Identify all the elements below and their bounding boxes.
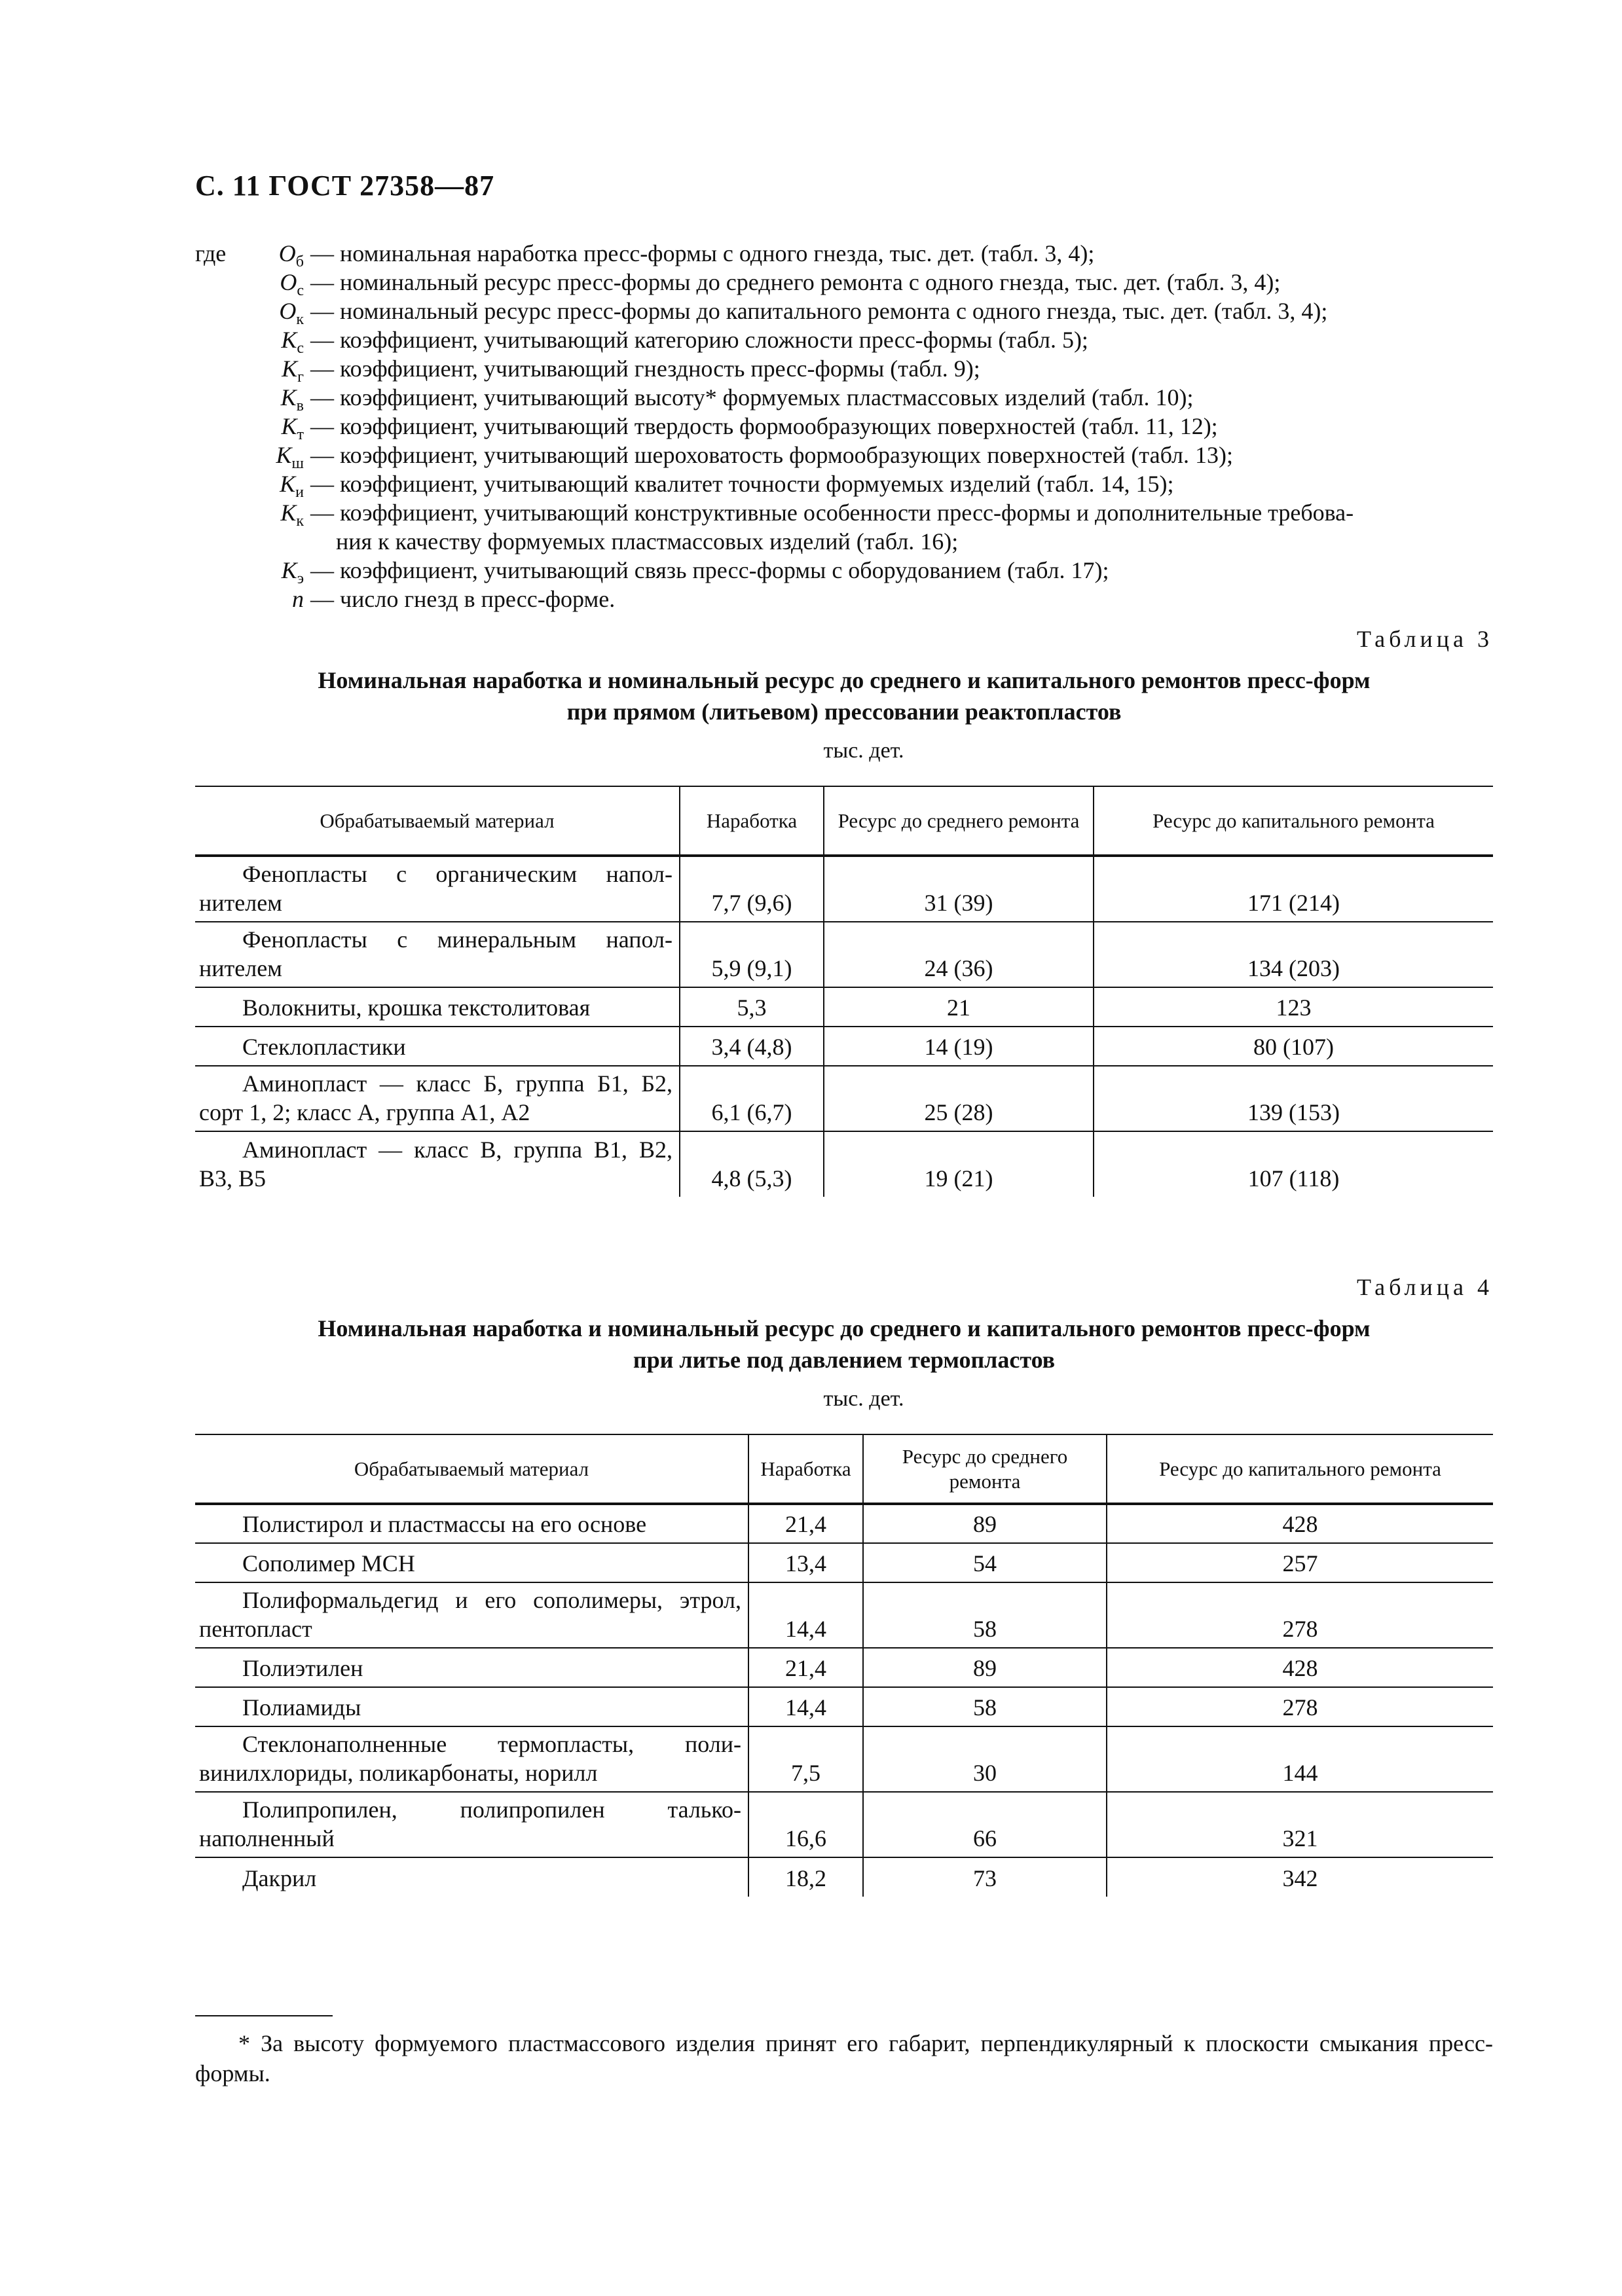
material-name: Дакрил [242,1865,317,1891]
definition-symbol-letter: О [279,298,297,324]
table4-cell-narabotka: 16,6 [748,1792,863,1857]
table3-label: Таблица 3 [1357,626,1493,652]
table3-header-kapitalniy: Ресурс до капитального ремонта [1094,786,1493,856]
table-row [195,1027,1493,1066]
definition-row [195,556,1524,588]
definition-symbol-subscript: э [297,570,304,588]
table4-title-line1: Номинальная наработка и номинальный ресурс до среднего и капитального ремонтов пресс-форм [318,1315,1371,1341]
definition-lead: где [195,240,227,266]
table4-cell-sredniy: 58 [863,1582,1107,1648]
table3-header-narabotka: Наработка [680,786,824,856]
table4-header-kapitalniy: Ресурс до капитального ремонта [1107,1434,1493,1504]
table4-cell-material [195,1582,748,1648]
table4-cell-material [195,1543,748,1582]
table3-cell-kapitalniy: 134 (203) [1094,922,1493,987]
definition-row [195,469,1524,501]
definition-text: — коэффициент, учитывающий конструктивные особенности пресс-формы и дополнительные требова- [310,500,1354,526]
table4-cell-narabotka: 18,2 [748,1857,863,1897]
table4-cell-sredniy: 73 [863,1857,1107,1897]
material-name: Полиэтилен [242,1655,363,1681]
material-name: Полиамиды [242,1694,361,1721]
definition-row [195,498,1524,530]
table4-cell-material [195,1504,748,1543]
table-row [195,987,1493,1027]
table4-cell-kapitalniy: 428 [1107,1504,1493,1543]
material-name: Полипропилен, полипропилен талько- наполненный [199,1796,741,1851]
material-name: Аминопласт — класс В, группа В1, В2, В3, В5 [199,1137,673,1192]
definition-row [195,354,1524,386]
table-row [195,1543,1493,1582]
table4-cell-sredniy: 54 [863,1543,1107,1582]
material-name: Волокниты, крошка текстолитовая [242,994,591,1021]
table4-cell-material [195,1792,748,1857]
definition-symbol-subscript: г [297,369,304,386]
footnote [195,2028,1493,2088]
table3-cell-sredniy: 21 [824,987,1094,1027]
table4-cell-kapitalniy: 321 [1107,1792,1493,1857]
definition-row [195,585,1524,613]
definition-symbol-subscript: к [296,513,304,530]
material-name: Стеклонаполненные термопласты, поли- винилхлориды, поликарбонаты, норилл [199,1731,741,1786]
definition-symbol-letter: О [280,269,297,295]
definition-symbol-letter: K [280,500,297,526]
table3-cell-material [195,1131,680,1197]
table4-cell-narabotka: 14,4 [748,1687,863,1726]
table3-cell-narabotka: 5,3 [680,987,824,1027]
definition-text: — число гнезд в пресс-форме. [310,586,616,612]
table4-cell-narabotka: 13,4 [748,1543,863,1582]
table3-cell-kapitalniy: 139 (153) [1094,1066,1493,1131]
material-name: Аминопласт — класс Б, группа Б1, Б2, сорт 1, 2; класс А, группа А1, А2 [199,1070,673,1125]
table-row [195,922,1493,987]
definition-symbol-letter: K [282,355,298,382]
table4-cell-sredniy: 66 [863,1792,1107,1857]
table3-cell-sredniy: 14 (19) [824,1027,1094,1066]
definition-text: — коэффициент, учитывающий категорию сложности пресс-формы (табл. 5); [310,327,1088,353]
table3-units: тыс. дет. [823,738,904,763]
definition-symbol-subscript: к [296,311,304,329]
definition-symbol [292,585,304,613]
definition-row [195,239,1524,271]
table-row [195,1687,1493,1726]
table-row [195,1648,1493,1687]
definition-row [195,325,1524,357]
table4-cell-narabotka: 14,4 [748,1582,863,1648]
table4-units: тыс. дет. [823,1387,904,1411]
definition-text: — коэффициент, учитывающий высоту* формуемых пластмассовых изделий (табл. 10); [310,384,1194,410]
table3-cell-sredniy: 24 (36) [824,922,1094,987]
table4 [195,1434,1493,1897]
definition-row [195,297,1524,329]
material-name: Сополимер МСН [242,1550,415,1576]
table3-cell-narabotka: 7,7 (9,6) [680,856,824,922]
table3-cell-narabotka: 5,9 (9,1) [680,922,824,987]
table3-cell-sredniy: 19 (21) [824,1131,1094,1197]
definition-symbol-letter: K [281,413,297,439]
definition-symbol-letter: K [281,557,297,583]
definition-symbol-subscript: б [295,253,304,271]
definition-symbol-subscript: и [295,484,304,501]
material-name: Полиформальдегид и его сополимеры, этрол, пентопласт [199,1587,741,1642]
table3-cell-narabotka: 3,4 (4,8) [680,1027,824,1066]
definition-text: — коэффициент, учитывающий твердость формообразующих поверхностей (табл. 11, 12); [310,413,1218,439]
table4-cell-kapitalniy: 428 [1107,1648,1493,1687]
material-name: Полистирол и пластмассы на его основе [242,1511,647,1537]
definition-text: — коэффициент, учитывающий квалитет точности формуемых изделий (табл. 14, 15); [310,471,1174,497]
definition-symbol-letter: О [278,240,296,266]
material-name: Фенопласты с минеральным напол- нителем [199,926,673,981]
material-name: Фенопласты с органическим напол- нителем [199,861,673,916]
table-row [195,856,1493,922]
table-row [195,1792,1493,1857]
table3-title-line2: при прямом (литьевом) прессовании реактопластов [566,699,1122,725]
definition-symbol-subscript: ш [291,455,304,473]
table3-cell-kapitalniy: 171 (214) [1094,856,1493,922]
definition-text: — номинальный ресурс пресс-формы до капитального ремонта с одного гнезда, тыс. дет. (табл. 3, 4); [310,298,1328,324]
table4-cell-kapitalniy: 144 [1107,1726,1493,1792]
definition-row [195,383,1524,415]
definition-symbol-subscript: т [297,426,304,444]
definition-text: — коэффициент, учитывающий связь пресс-формы с оборудованием (табл. 17); [310,557,1109,583]
definition-symbol-letter: n [292,586,304,612]
definition-text: ния к качеству формуемых пластмассовых изделий (табл. 16); [336,528,959,555]
table4-cell-sredniy: 30 [863,1726,1107,1792]
definition-text: — номинальная наработка пресс-формы с одного гнезда, тыс. дет. (табл. 3, 4); [310,240,1095,266]
definitions-list [195,239,1524,613]
table3-header-material: Обрабатываемый материал [195,786,680,856]
table4-cell-sredniy: 89 [863,1504,1107,1543]
definition-symbol-letter: K [276,442,292,468]
table3-cell-narabotka: 4,8 (5,3) [680,1131,824,1197]
table4-cell-material [195,1648,748,1687]
table-row [195,1504,1493,1543]
table-row [195,1131,1493,1197]
table4-cell-material [195,1687,748,1726]
table4-cell-kapitalniy: 278 [1107,1687,1493,1726]
table4-cell-kapitalniy: 257 [1107,1543,1493,1582]
table3-title [195,665,1493,727]
definition-text: — коэффициент, учитывающий гнездность пресс-формы (табл. 9); [310,355,980,382]
table4-header-material: Обрабатываемый материал [195,1434,748,1504]
definition-symbol-letter: K [280,471,296,497]
table4-cell-material [195,1726,748,1792]
definition-row [195,412,1524,444]
table4-cell-narabotka: 7,5 [748,1726,863,1792]
table4-cell-kapitalniy: 342 [1107,1857,1493,1897]
definition-symbol-subscript: с [297,340,304,357]
table4-label: Таблица 4 [1357,1274,1493,1300]
table-row [195,1857,1493,1897]
material-name: Стеклопластики [242,1034,406,1060]
table3-cell-material [195,987,680,1027]
table3-cell-sredniy: 25 (28) [824,1066,1094,1131]
definition-row [195,527,1524,556]
definition-symbol-subscript: в [296,397,304,415]
definition-symbol-letter: K [281,327,297,353]
table-row [195,1582,1493,1648]
table4-title-line2: при литье под давлением термопластов [633,1347,1056,1373]
definition-text: — номинальный ресурс пресс-формы до среднего ремонта с одного гнезда, тыс. дет. (табл. 3, 4); [310,269,1281,295]
table-row [195,1066,1493,1131]
definition-symbol-letter: K [280,384,297,410]
table3-cell-sredniy: 31 (39) [824,856,1094,922]
page-header: С. 11 ГОСТ 27358—87 [195,170,495,202]
table3-cell-material [195,922,680,987]
table4-cell-material [195,1857,748,1897]
table3-cell-material [195,1066,680,1131]
table4-cell-sredniy: 89 [863,1648,1107,1687]
table3-cell-material [195,856,680,922]
table4-header-narabotka: Наработка [748,1434,863,1504]
table4-title [195,1313,1493,1376]
table3-cell-material [195,1027,680,1066]
table4-cell-narabotka: 21,4 [748,1504,863,1543]
definition-text: — коэффициент, учитывающий шероховатость формообразующих поверхностей (табл. 13); [310,442,1233,468]
table3-cell-kapitalniy: 107 (118) [1094,1131,1493,1197]
definition-symbol-subscript: с [297,282,304,300]
table4-cell-kapitalniy: 278 [1107,1582,1493,1648]
table3-header-sredniy: Ресурс до среднего ремонта [824,786,1094,856]
table3-cell-kapitalniy: 123 [1094,987,1493,1027]
table3-cell-narabotka: 6,1 (6,7) [680,1066,824,1131]
table3 [195,786,1493,1197]
table4-header-sredniy: Ресурс до среднего ремонта [863,1434,1107,1504]
footnote-text: * За высоту формуемого пластмассового изделия принят его габарит, перпендикулярный к плоскости смыкания пресс-формы. [195,2030,1493,2086]
table3-cell-kapitalniy: 80 (107) [1094,1027,1493,1066]
table-row [195,1726,1493,1792]
definition-row [195,441,1524,473]
table3-title-line1: Номинальная наработка и номинальный ресурс до среднего и капитального ремонтов пресс-форм [318,667,1371,693]
table4-cell-sredniy: 58 [863,1687,1107,1726]
definition-row [195,268,1524,300]
footnote-divider [195,2015,333,2016]
table4-cell-narabotka: 21,4 [748,1648,863,1687]
